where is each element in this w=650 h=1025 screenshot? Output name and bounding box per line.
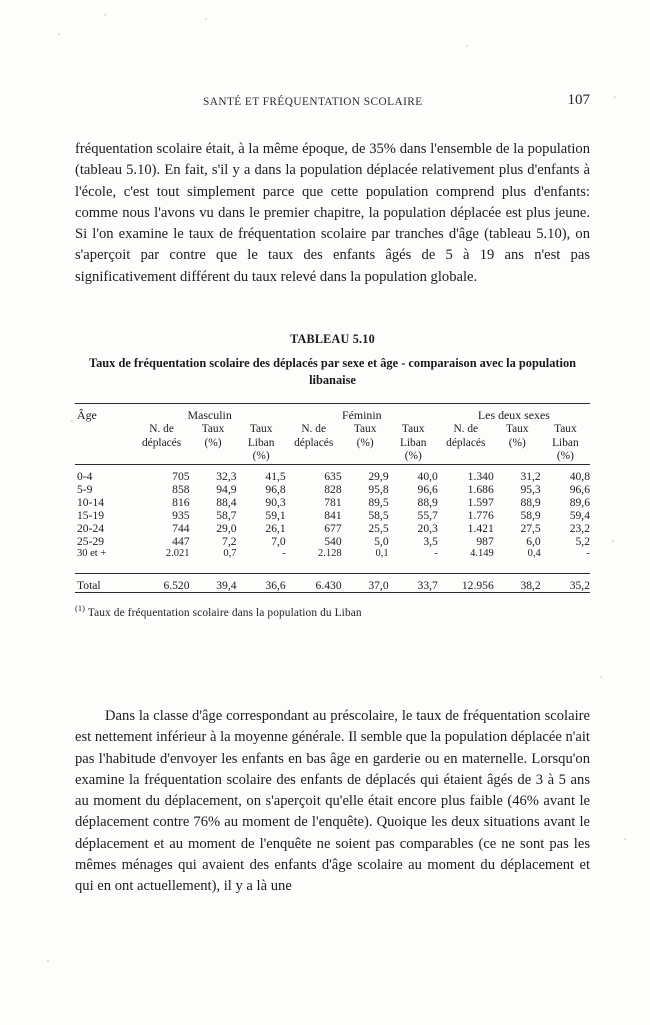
cell-total-f-taux: 37,0 [368, 578, 389, 592]
sub-header-line: (%) [508, 436, 526, 449]
scan-speck [47, 960, 49, 962]
scan-speck [600, 676, 602, 678]
cell-m-n: 447 [172, 534, 190, 548]
sub-header-f-taux [342, 423, 389, 464]
cell-b-taux: 6,0 [526, 534, 541, 548]
cell-f-n: 2.128 [318, 547, 342, 559]
cell-b-n: 1.421 [467, 521, 494, 535]
cell-b-n: 4.149 [470, 547, 494, 559]
cell-m-liban: 41,5 [265, 469, 286, 483]
cell-f-taux: 58,5 [368, 508, 389, 522]
sub-header-m-taux [190, 423, 237, 464]
running-head-title: SANTÉ ET FRÉQUENTATION SCOLAIRE [203, 96, 423, 108]
cell-m-n: 705 [172, 469, 190, 483]
cell-f-n: 635 [324, 469, 342, 483]
cell-m-liban: 96,8 [265, 482, 286, 496]
scan-speck [466, 45, 468, 47]
sub-header-b-liban [541, 423, 590, 464]
sub-header-m-liban [237, 423, 286, 464]
cell-total-m-liban: 36,6 [265, 578, 286, 592]
sub-header-line: N. de [149, 423, 174, 435]
cell-b-n: 1.686 [467, 482, 494, 496]
cell-f-n: 540 [324, 534, 342, 548]
cell-total-b-liban: 35,2 [569, 578, 590, 592]
cell-f-liban: - [434, 547, 438, 559]
scan-speck [205, 18, 207, 20]
cell-b-liban: - [586, 547, 590, 559]
cell-age: 30 et + [77, 547, 107, 559]
cell-m-taux: 58,7 [216, 508, 237, 522]
table-number: TABLEAU 5.10 [290, 332, 375, 346]
cell-age: 15-19 [77, 508, 105, 522]
sub-header-line: Taux [201, 423, 225, 435]
table-row [75, 496, 590, 509]
school-attendance-table [75, 403, 590, 597]
cell-total-b-n: 12.956 [461, 578, 494, 592]
cell-m-liban: 59,1 [265, 508, 286, 522]
sub-header-line: déplacés [141, 436, 182, 449]
sub-header-f-liban [389, 423, 438, 464]
sub-header-line: (%) [404, 450, 422, 463]
sub-header-b-n [438, 423, 494, 464]
cell-b-taux: 0,4 [527, 547, 541, 559]
cell-m-liban: 90,3 [265, 495, 286, 509]
cell-total-m-n: 6.520 [163, 578, 190, 592]
page-number: 107 [567, 92, 590, 108]
sub-header-line: Liban [247, 436, 275, 449]
cell-m-n: 2.021 [165, 547, 190, 559]
table-row [75, 548, 590, 559]
cell-total-label: Total [77, 578, 101, 592]
sub-header-line: (%) [556, 450, 574, 463]
cell-m-taux: 7,2 [222, 534, 237, 548]
table-group-header-row [75, 408, 590, 423]
cell-b-liban: 89,6 [569, 495, 590, 509]
cell-age: 20-24 [77, 521, 105, 535]
cell-total-m-taux: 39,4 [216, 578, 237, 592]
sub-header-line: Taux [401, 423, 425, 435]
table-footnote [75, 604, 590, 619]
table-row [75, 535, 590, 548]
cell-b-liban: 40,8 [569, 469, 590, 483]
cell-age: 5-9 [77, 482, 93, 496]
cell-age: 10-14 [77, 495, 105, 509]
cell-m-liban: - [282, 547, 286, 559]
cell-f-liban: 55,7 [417, 508, 438, 522]
cell-m-taux: 29,0 [216, 521, 237, 535]
cell-f-n: 677 [324, 521, 342, 535]
cell-b-taux: 58,9 [520, 508, 541, 522]
cell-f-liban: 96,6 [417, 482, 438, 496]
cell-age: 0-4 [77, 469, 93, 483]
cell-b-n: 1.776 [467, 508, 494, 522]
cell-f-liban: 3,5 [423, 534, 438, 548]
sub-header-line: déplacés [446, 436, 486, 449]
header-group-feminin: Féminin [341, 408, 382, 422]
sub-header-line: Liban [552, 436, 579, 449]
cell-f-taux: 29,9 [368, 469, 389, 483]
sub-header-b-taux [494, 423, 541, 464]
cell-b-taux: 95,3 [520, 482, 541, 496]
cell-f-taux: 25,5 [368, 521, 389, 535]
scan-speck [58, 33, 60, 35]
scan-speck [624, 838, 626, 840]
cell-f-liban: 88,9 [417, 495, 438, 509]
sub-header-f-n [286, 423, 342, 464]
cell-total-f-n: 6.430 [315, 578, 342, 592]
table-row [75, 483, 590, 496]
cell-f-n: 781 [324, 495, 342, 509]
cell-b-n: 1.340 [467, 469, 494, 483]
sub-header-line: N. de [453, 423, 479, 435]
cell-b-taux: 88,9 [520, 495, 541, 509]
sub-header-line: Taux [249, 423, 273, 435]
header-group-masculin: Masculin [187, 408, 232, 422]
header-age: Âge [77, 408, 97, 422]
cell-m-taux: 32,3 [216, 469, 237, 483]
sub-header-line: (%) [356, 436, 374, 449]
cell-b-liban: 96,6 [569, 482, 590, 496]
paragraph-first: fréquentation scolaire était, à la même époque, de 35% dans l'ensemble de la population (tableau 5.10). En fait, s'il y a dans la population déplacée relativement plus d'enfants à l'école, c'est tout simplement parce que cette population comprend plus d'enfants: comme nous l'avons vu dans le premier chapitre, la population déplacée est plus jeune. Si l'on examine le taux de fréquentation scolaire par tranches d'âge (tableau 5.10), on s'aperçoit par contre que le taux des enfants âgés de 5 à 19 ans n'est pas significativement différent du taux relevé dans la population globale. [75, 141, 590, 285]
table-rule-bottom [75, 592, 590, 597]
cell-f-n: 841 [324, 508, 342, 522]
cell-m-liban: 7,0 [271, 534, 286, 548]
cell-m-n: 858 [172, 482, 190, 496]
scan-speck [104, 14, 106, 16]
running-head [75, 92, 590, 116]
sub-header-line: (%) [204, 436, 222, 449]
header-group-les-deux-sexes: Les deux sexes [477, 408, 550, 422]
sub-header-line: N. de [301, 423, 327, 435]
cell-f-taux: 5,0 [374, 534, 389, 548]
scan-speck [71, 420, 73, 422]
cell-m-n: 744 [172, 521, 190, 535]
cell-b-liban: 59,4 [569, 508, 590, 522]
cell-f-liban: 20,3 [417, 521, 438, 535]
table-sub-header-row [75, 423, 590, 464]
sub-header-line: Taux [505, 423, 529, 435]
cell-b-n: 1.597 [467, 495, 494, 509]
sub-header-line: Liban [399, 436, 427, 449]
table-row [75, 522, 590, 535]
cell-f-liban: 40,0 [417, 469, 438, 483]
cell-b-liban: 5,2 [575, 534, 590, 548]
table-row [75, 470, 590, 483]
cell-f-taux: 89,5 [368, 495, 389, 509]
table-caption: Taux de fréquentation scolaire des déplacés par sexe et âge - comparaison avec la population libanaise [88, 356, 577, 387]
cell-b-taux: 27,5 [520, 521, 541, 535]
sub-header-m-n [134, 423, 190, 464]
scan-speck [612, 540, 614, 542]
paragraph-second: Dans la classe d'âge correspondant au préscolaire, le taux de fréquentation scolaire est nettement inférieur à la moyenne générale. Il semble que la population déplacée n'ait pas l'habitude d'envoyer les enfants en bas âge en garderie ou en maternelle. Lorsqu'on examine la fréquentation scolaire des enfants de déplacés qui étaient âgés de 3 à 5 ans au moment du déplacement, on s'aperçoit qu'elle était encore plus faible (46% avant le déplacement contre 76% au moment de l'enquête). Quoique les deux situations avant le déplacement et au moment de l'enquête ne soient pas comparables (ce ne sont pas les mêmes ménages qui avaient des enfants d'âge scolaire au moment du déplacement et qui en ont actuellement), il y a là une [75, 708, 590, 895]
table-row [75, 509, 590, 522]
cell-age: 25-29 [77, 534, 105, 548]
cell-total-b-taux: 38,2 [520, 578, 541, 592]
cell-b-taux: 31,2 [520, 469, 541, 483]
cell-m-taux: 0,7 [223, 547, 237, 559]
cell-m-taux: 94,9 [216, 482, 237, 496]
cell-b-n: 987 [476, 534, 494, 548]
footnote-text: Taux de fréquentation scolaire dans la population du Liban [87, 606, 362, 619]
sub-header-line: Taux [554, 423, 577, 435]
sub-header-line: Taux [353, 423, 377, 435]
sub-header-line: (%) [252, 450, 270, 463]
table-block [75, 332, 590, 619]
cell-f-taux: 0,1 [375, 547, 389, 559]
cell-m-n: 816 [172, 495, 190, 509]
sub-header-blank [75, 423, 134, 464]
cell-f-taux: 95,8 [368, 482, 389, 496]
cell-b-liban: 23,2 [569, 521, 590, 535]
table-spacer [75, 559, 590, 574]
cell-total-f-liban: 33,7 [417, 578, 438, 592]
cell-f-n: 828 [324, 482, 342, 496]
scan-speck [614, 96, 616, 98]
table-total-row [75, 579, 590, 593]
cell-m-taux: 88,4 [216, 495, 237, 509]
footnote-marker: (1) [75, 603, 86, 613]
cell-m-liban: 26,1 [265, 521, 286, 535]
cell-m-n: 935 [172, 508, 190, 522]
sub-header-line: déplacés [294, 436, 334, 449]
